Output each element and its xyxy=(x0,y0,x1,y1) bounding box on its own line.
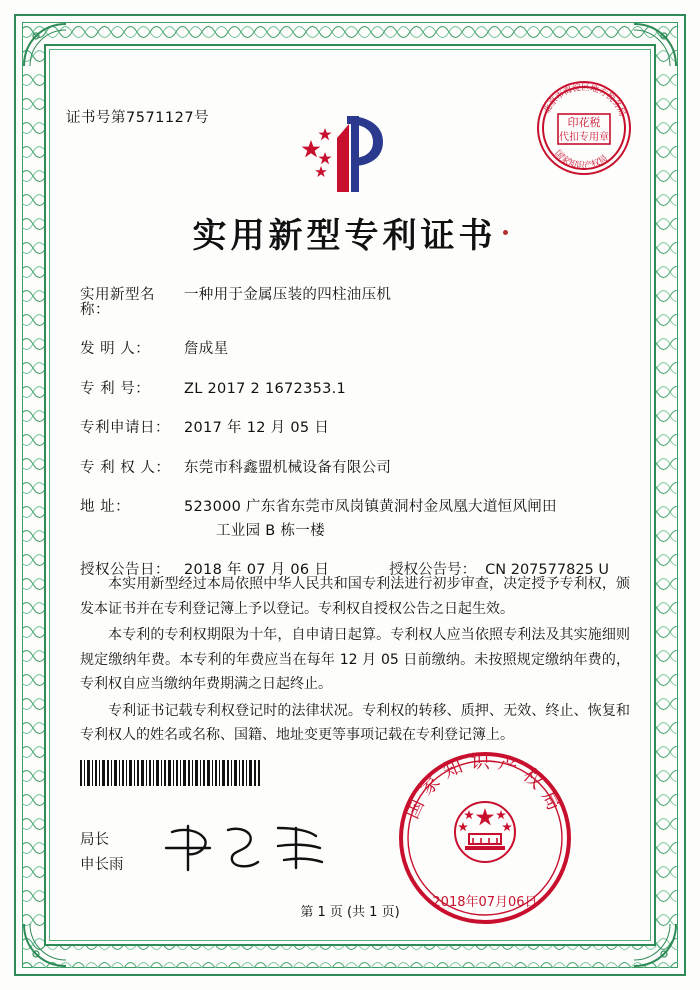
certificate-content xyxy=(62,60,638,930)
legal-paragraph: 本专利的专利权期限为十年，自申请日起算。专利权人应当依照专利法及其实施细则规定缴纳年费。本专利的年费应当在每年 12 月 05 日前缴纳。未按照规定缴纳年费的，专利权自应当缴纳年费期满之日起终止。 xyxy=(80,627,630,692)
page-footer: 第 1 页 (共 1 页) xyxy=(300,905,400,920)
tax-stamp-seal xyxy=(532,76,636,180)
svg-text:印花税: 印花税 xyxy=(567,116,601,129)
field-label: 发 明 人： xyxy=(80,341,151,357)
grant-date-value: 2018 年 07 月 06 日 xyxy=(184,562,330,578)
corner-flourish-icon xyxy=(632,22,678,68)
director-block xyxy=(80,828,124,877)
director-title: 局长 xyxy=(80,832,109,848)
legal-paragraph: 专利证书记载专利权登记时的法律状况。专利权的转移、质押、无效、终止、恢复和专利权人的姓名或名称、国籍、地址变更等事项记载在专利登记簿上。 xyxy=(80,702,630,743)
page-title xyxy=(62,208,638,257)
page-title-text: 实用新型专利证书 xyxy=(192,216,497,256)
field-value: 东莞市科鑫盟机械设备有限公司 xyxy=(184,459,392,476)
field-value: 一种用于金属压装的四柱油压机 xyxy=(184,287,392,303)
svg-text:北京市海淀区地方税务局: 北京市海淀区地方税务局 xyxy=(542,82,628,119)
field-value: ZL 2017 2 1672353.1 xyxy=(184,380,347,397)
field-row-address xyxy=(80,500,632,538)
field-label: 实用新型名称： xyxy=(80,287,155,318)
svg-text:国家知识产权局: 国家知识产权局 xyxy=(400,750,569,823)
field-label: 专利申请日： xyxy=(80,420,170,436)
publication-number-value: CN 207577825 U xyxy=(485,562,609,578)
field-row xyxy=(80,382,632,397)
address-line-2: 工业园 B 栋一楼 xyxy=(216,522,325,539)
title-accent-dot-icon xyxy=(503,230,508,235)
field-value: 2017 年 12 月 05 日 xyxy=(184,420,330,436)
field-label: 地 址： xyxy=(80,499,131,515)
director-signature xyxy=(158,818,338,880)
field-label: 专 利 权 人： xyxy=(80,459,171,476)
certificate-number: 证书号第7571127号 xyxy=(66,110,210,126)
svg-text:国家知识产权局: 国家知识产权局 xyxy=(552,148,610,172)
corner-flourish-icon xyxy=(632,922,678,968)
field-list xyxy=(80,288,632,603)
field-row xyxy=(80,288,632,317)
legal-paragraph: 本实用新型经过本局依照中华人民共和国专利法进行初步审查，决定授予专利权，颁发本证书并在专利登记簿上予以登记。专利权自授权公告之日起生效。 xyxy=(80,576,630,617)
svg-text:代扣专用章: 代扣专用章 xyxy=(559,132,609,143)
field-row xyxy=(80,421,632,436)
patent-office-emblem-icon xyxy=(285,108,415,198)
field-label: 专 利 号： xyxy=(80,380,151,397)
field-row xyxy=(80,342,632,357)
field-row xyxy=(80,461,632,476)
field-value xyxy=(184,500,632,538)
address-line-1: 523000 广东省东莞市凤岗镇黄洞村金凤凰大道恒风闸田 xyxy=(184,499,557,515)
grant-date-label: 授权公告日： xyxy=(80,562,170,578)
director-name: 申长雨 xyxy=(80,856,124,873)
seal-date: 2018年07月06日 xyxy=(432,895,538,910)
barcode xyxy=(80,760,260,786)
field-value: 詹成星 xyxy=(184,341,229,357)
legal-text xyxy=(80,572,630,750)
publication-number-label: 授权公告号： xyxy=(389,562,477,578)
